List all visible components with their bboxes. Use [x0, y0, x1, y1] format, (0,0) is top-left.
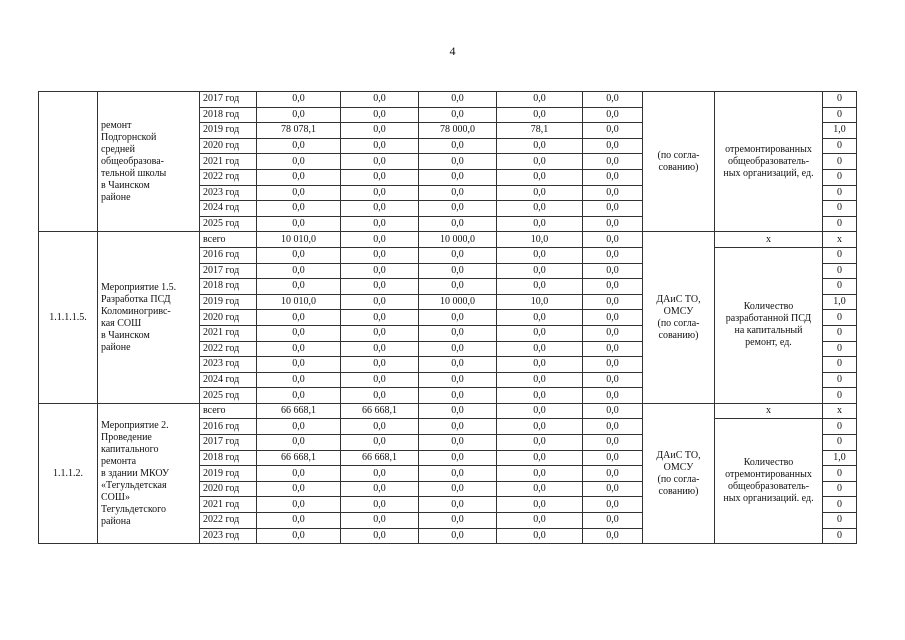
funding-cell-c3: 0,0	[419, 138, 497, 154]
funding-cell-c3: 0,0	[419, 372, 497, 388]
indicator-value-cell: 0	[823, 466, 857, 482]
period-cell: 2023 год	[200, 357, 257, 373]
funding-cell-c1: 0,0	[257, 310, 341, 326]
funding-cell-c2: 0,0	[341, 123, 419, 139]
funding-cell-c3: 0,0	[419, 481, 497, 497]
funding-cell-c1: 0,0	[257, 107, 341, 123]
funding-cell-c2: 0,0	[341, 169, 419, 185]
funding-cell-c2: 0,0	[341, 466, 419, 482]
funding-cell-c1: 0,0	[257, 279, 341, 295]
indicator-value-cell: 0	[823, 388, 857, 404]
funding-cell-c5: 0,0	[583, 388, 643, 404]
indicator-value-cell: 0	[823, 310, 857, 326]
funding-cell-c2: 0,0	[341, 435, 419, 451]
indicator-value-cell: 1,0	[823, 294, 857, 310]
indicator-value-cell: 0	[823, 107, 857, 123]
indicator-cell: Количество отремонтированных общеобразователь- ных организаций. ед.	[715, 419, 823, 544]
funding-cell-c5: 0,0	[583, 107, 643, 123]
funding-cell-c2: 0,0	[341, 372, 419, 388]
indicator-value-cell: 0	[823, 372, 857, 388]
period-cell: 2017 год	[200, 435, 257, 451]
funding-cell-c4: 0,0	[497, 419, 583, 435]
period-cell: 2020 год	[200, 138, 257, 154]
table-row	[39, 92, 857, 108]
funding-cell-c2: 0,0	[341, 294, 419, 310]
funding-cell-c5: 0,0	[583, 154, 643, 170]
indicator-value-cell: 0	[823, 279, 857, 295]
period-cell: 2021 год	[200, 497, 257, 513]
period-cell: 2017 год	[200, 92, 257, 108]
funding-cell-c1: 0,0	[257, 201, 341, 217]
indicator-value-cell: 0	[823, 263, 857, 279]
funding-cell-c4: 0,0	[497, 201, 583, 217]
funding-cell-c2: 0,0	[341, 107, 419, 123]
indicator-value-cell: 0	[823, 528, 857, 544]
funding-cell-c4: 0,0	[497, 497, 583, 513]
funding-cell-c2: 0,0	[341, 263, 419, 279]
funding-cell-c2: 0,0	[341, 279, 419, 295]
funding-cell-c3: 10 000,0	[419, 232, 497, 248]
funding-cell-c4: 0,0	[497, 450, 583, 466]
funding-cell-c5: 0,0	[583, 528, 643, 544]
funding-cell-c2: 0,0	[341, 325, 419, 341]
indicator-value-cell: 0	[823, 481, 857, 497]
funding-cell-c2: 0,0	[341, 247, 419, 263]
section-name: Мероприятие 1.5. Разработка ПСД Коломиногривс- кая СОШ в Чаинском районе	[98, 232, 200, 404]
executor-cell: ДАиС ТО, ОМСУ (по согла- сованию)	[643, 232, 715, 404]
funding-cell-c1: 0,0	[257, 263, 341, 279]
funding-cell-c3: 0,0	[419, 341, 497, 357]
funding-cell-c3: 0,0	[419, 528, 497, 544]
funding-cell-c3: 0,0	[419, 325, 497, 341]
funding-cell-c2: 0,0	[341, 388, 419, 404]
funding-cell-c3: 0,0	[419, 185, 497, 201]
funding-cell-c4: 0,0	[497, 138, 583, 154]
funding-cell-c4: 0,0	[497, 466, 583, 482]
indicator-value-cell: 0	[823, 325, 857, 341]
funding-cell-c2: 0,0	[341, 357, 419, 373]
funding-cell-c5: 0,0	[583, 138, 643, 154]
period-cell: 2018 год	[200, 107, 257, 123]
funding-cell-c2: 66 668,1	[341, 403, 419, 419]
funding-cell-c4: 0,0	[497, 513, 583, 529]
funding-cell-c5: 0,0	[583, 232, 643, 248]
section-code: 1.1.1.1.5.	[39, 232, 98, 404]
funding-cell-c1: 0,0	[257, 216, 341, 232]
funding-cell-c4: 0,0	[497, 154, 583, 170]
indicator-value-cell: 0	[823, 341, 857, 357]
page-number: 4	[449, 44, 456, 58]
funding-cell-c1: 0,0	[257, 138, 341, 154]
indicator-value-cell: 0	[823, 357, 857, 373]
funding-cell-c4: 10,0	[497, 294, 583, 310]
funding-cell-c3: 0,0	[419, 216, 497, 232]
period-cell: 2023 год	[200, 185, 257, 201]
funding-cell-c2: 0,0	[341, 201, 419, 217]
period-cell: всего	[200, 403, 257, 419]
period-cell: 2019 год	[200, 466, 257, 482]
funding-cell-c4: 0,0	[497, 372, 583, 388]
funding-cell-c1: 0,0	[257, 513, 341, 529]
funding-cell-c4: 0,0	[497, 388, 583, 404]
funding-cell-c5: 0,0	[583, 263, 643, 279]
period-cell: 2016 год	[200, 419, 257, 435]
funding-cell-c4: 0,0	[497, 435, 583, 451]
funding-cell-c2: 0,0	[341, 310, 419, 326]
funding-cell-c1: 0,0	[257, 341, 341, 357]
funding-cell-c4: 0,0	[497, 185, 583, 201]
period-cell: 2021 год	[200, 154, 257, 170]
funding-cell-c1: 0,0	[257, 435, 341, 451]
funding-cell-c4: 0,0	[497, 107, 583, 123]
funding-cell-c4: 10,0	[497, 232, 583, 248]
funding-cell-c4: 0,0	[497, 247, 583, 263]
funding-cell-c1: 0,0	[257, 92, 341, 108]
funding-cell-c1: 0,0	[257, 419, 341, 435]
indicator-value-cell: 0	[823, 419, 857, 435]
funding-cell-c5: 0,0	[583, 403, 643, 419]
funding-cell-c5: 0,0	[583, 247, 643, 263]
period-cell: 2025 год	[200, 216, 257, 232]
funding-cell-c5: 0,0	[583, 310, 643, 326]
funding-cell-c1: 0,0	[257, 497, 341, 513]
indicator-value-cell: 0	[823, 513, 857, 529]
funding-cell-c5: 0,0	[583, 169, 643, 185]
funding-cell-c1: 0,0	[257, 169, 341, 185]
period-cell: 2024 год	[200, 201, 257, 217]
indicator-value-cell: 0	[823, 201, 857, 217]
section-name: Мероприятие 2. Проведение капитального ремонта в здании МКОУ «Тегульдетская СОШ» Тегульдетского района	[98, 403, 200, 543]
funding-cell-c3: 0,0	[419, 388, 497, 404]
period-cell: 2022 год	[200, 513, 257, 529]
indicator-value-cell: 0	[823, 435, 857, 451]
funding-cell-c2: 0,0	[341, 419, 419, 435]
indicator-value-cell: 0	[823, 185, 857, 201]
funding-cell-c3: 78 000,0	[419, 123, 497, 139]
funding-cell-c5: 0,0	[583, 466, 643, 482]
table-row	[39, 232, 857, 248]
funding-cell-c5: 0,0	[583, 497, 643, 513]
funding-cell-c5: 0,0	[583, 357, 643, 373]
period-cell: 2016 год	[200, 247, 257, 263]
funding-cell-c4: 0,0	[497, 528, 583, 544]
funding-cell-c2: 0,0	[341, 185, 419, 201]
section-code: 1.1.1.2.	[39, 403, 98, 543]
funding-cell-c3: 0,0	[419, 513, 497, 529]
funding-cell-c1: 0,0	[257, 325, 341, 341]
funding-cell-c1: 10 010,0	[257, 294, 341, 310]
funding-cell-c4: 0,0	[497, 279, 583, 295]
period-cell: 2020 год	[200, 310, 257, 326]
funding-cell-c5: 0,0	[583, 216, 643, 232]
funding-cell-c4: 0,0	[497, 216, 583, 232]
funding-cell-c1: 0,0	[257, 528, 341, 544]
funding-cell-c4: 0,0	[497, 357, 583, 373]
funding-cell-c5: 0,0	[583, 325, 643, 341]
funding-cell-c3: 0,0	[419, 201, 497, 217]
indicator-header-cell: х	[715, 403, 823, 419]
indicator-value-cell: 0	[823, 154, 857, 170]
funding-cell-c1: 0,0	[257, 466, 341, 482]
funding-cell-c1: 0,0	[257, 481, 341, 497]
funding-cell-c2: 0,0	[341, 216, 419, 232]
funding-cell-c5: 0,0	[583, 513, 643, 529]
funding-cell-c3: 0,0	[419, 263, 497, 279]
funding-cell-c2: 0,0	[341, 232, 419, 248]
section-code	[39, 92, 98, 232]
funding-cell-c1: 0,0	[257, 154, 341, 170]
funding-cell-c2: 66 668,1	[341, 450, 419, 466]
period-cell: всего	[200, 232, 257, 248]
funding-cell-c5: 0,0	[583, 123, 643, 139]
funding-cell-c5: 0,0	[583, 435, 643, 451]
funding-cell-c1: 66 668,1	[257, 450, 341, 466]
funding-cell-c5: 0,0	[583, 341, 643, 357]
executor-cell: ДАиС ТО, ОМСУ (по согла- сованию)	[643, 403, 715, 543]
period-cell: 2025 год	[200, 388, 257, 404]
funding-cell-c1: 0,0	[257, 357, 341, 373]
funding-cell-c4: 0,0	[497, 263, 583, 279]
funding-cell-c5: 0,0	[583, 450, 643, 466]
funding-cell-c1: 0,0	[257, 185, 341, 201]
indicator-cell: отремонтированных общеобразователь- ных организаций, ед.	[715, 92, 823, 232]
indicator-value-cell: 0	[823, 247, 857, 263]
funding-cell-c3: 0,0	[419, 279, 497, 295]
funding-cell-c2: 0,0	[341, 528, 419, 544]
funding-cell-c3: 0,0	[419, 435, 497, 451]
period-cell: 2019 год	[200, 294, 257, 310]
program-table	[38, 91, 857, 544]
period-cell: 2019 год	[200, 123, 257, 139]
indicator-value-cell: 1,0	[823, 123, 857, 139]
funding-cell-c2: 0,0	[341, 513, 419, 529]
funding-cell-c2: 0,0	[341, 497, 419, 513]
funding-cell-c4: 0,0	[497, 325, 583, 341]
funding-cell-c4: 0,0	[497, 169, 583, 185]
funding-cell-c2: 0,0	[341, 138, 419, 154]
funding-cell-c3: 0,0	[419, 247, 497, 263]
funding-cell-c5: 0,0	[583, 185, 643, 201]
period-cell: 2024 год	[200, 372, 257, 388]
funding-cell-c4: 0,0	[497, 310, 583, 326]
indicator-header-cell: х	[715, 232, 823, 248]
funding-cell-c3: 0,0	[419, 357, 497, 373]
executor-cell: (по согла- сованию)	[643, 92, 715, 232]
funding-cell-c3: 10 000,0	[419, 294, 497, 310]
funding-cell-c4: 0,0	[497, 481, 583, 497]
funding-cell-c1: 66 668,1	[257, 403, 341, 419]
funding-cell-c1: 0,0	[257, 247, 341, 263]
funding-cell-c3: 0,0	[419, 154, 497, 170]
funding-cell-c2: 0,0	[341, 154, 419, 170]
funding-cell-c4: 0,0	[497, 403, 583, 419]
funding-cell-c3: 0,0	[419, 169, 497, 185]
funding-cell-c3: 0,0	[419, 497, 497, 513]
funding-cell-c5: 0,0	[583, 279, 643, 295]
period-cell: 2023 год	[200, 528, 257, 544]
period-cell: 2018 год	[200, 450, 257, 466]
period-cell: 2017 год	[200, 263, 257, 279]
indicator-value-cell: 0	[823, 138, 857, 154]
indicator-value-cell: 0	[823, 92, 857, 108]
funding-cell-c5: 0,0	[583, 372, 643, 388]
period-cell: 2020 год	[200, 481, 257, 497]
funding-cell-c4: 78,1	[497, 123, 583, 139]
indicator-value-cell: х	[823, 232, 857, 248]
funding-cell-c5: 0,0	[583, 419, 643, 435]
indicator-cell: Количество разработанной ПСД на капитальный ремонт, ед.	[715, 247, 823, 403]
funding-cell-c4: 0,0	[497, 341, 583, 357]
funding-cell-c3: 0,0	[419, 310, 497, 326]
funding-cell-c4: 0,0	[497, 92, 583, 108]
funding-cell-c3: 0,0	[419, 107, 497, 123]
period-cell: 2022 год	[200, 341, 257, 357]
funding-cell-c2: 0,0	[341, 92, 419, 108]
period-cell: 2022 год	[200, 169, 257, 185]
funding-cell-c5: 0,0	[583, 92, 643, 108]
funding-cell-c1: 0,0	[257, 372, 341, 388]
period-cell: 2018 год	[200, 279, 257, 295]
funding-cell-c1: 10 010,0	[257, 232, 341, 248]
funding-cell-c5: 0,0	[583, 481, 643, 497]
indicator-value-cell: 1,0	[823, 450, 857, 466]
indicator-value-cell: 0	[823, 216, 857, 232]
funding-cell-c2: 0,0	[341, 481, 419, 497]
period-cell: 2021 год	[200, 325, 257, 341]
funding-cell-c3: 0,0	[419, 419, 497, 435]
section-name: ремонт Подгорнской средней общеобразова- тельной школы в Чаинском районе	[98, 92, 200, 232]
funding-cell-c1: 78 078,1	[257, 123, 341, 139]
funding-cell-c3: 0,0	[419, 403, 497, 419]
indicator-value-cell: 0	[823, 497, 857, 513]
funding-cell-c5: 0,0	[583, 201, 643, 217]
table-row	[39, 403, 857, 419]
funding-cell-c1: 0,0	[257, 388, 341, 404]
funding-cell-c3: 0,0	[419, 450, 497, 466]
indicator-value-cell: 0	[823, 169, 857, 185]
funding-cell-c3: 0,0	[419, 92, 497, 108]
funding-cell-c2: 0,0	[341, 341, 419, 357]
funding-cell-c5: 0,0	[583, 294, 643, 310]
funding-cell-c3: 0,0	[419, 466, 497, 482]
indicator-value-cell: х	[823, 403, 857, 419]
